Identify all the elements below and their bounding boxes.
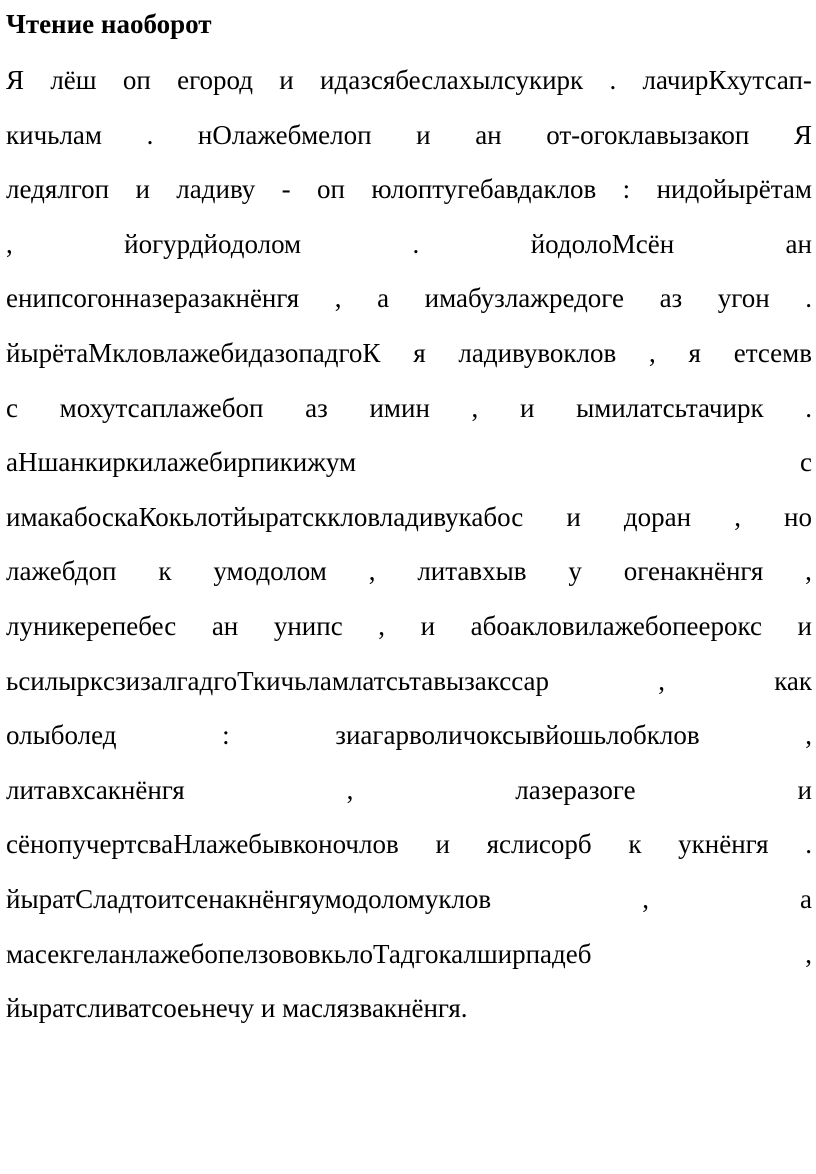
word: йыратсливатсоеьнечу xyxy=(6,993,255,1024)
word: я xyxy=(413,337,426,368)
word: и xyxy=(135,174,150,205)
word: ан xyxy=(211,610,239,641)
word: литавхсакнёнгя xyxy=(6,774,185,805)
word: аз xyxy=(659,283,683,314)
text-line xyxy=(6,440,812,495)
word: угон xyxy=(717,283,770,314)
word: имакабоскаКокьлотйыратсккловладивукабос xyxy=(6,501,524,532)
word: . xyxy=(412,228,420,259)
text-line xyxy=(6,58,812,113)
word: и xyxy=(420,610,436,641)
text-line xyxy=(6,877,812,932)
text-line xyxy=(6,113,812,168)
word: доран xyxy=(623,501,692,532)
word: к xyxy=(628,829,642,860)
text-line xyxy=(6,986,812,1041)
word: маслязвакнёнгя. xyxy=(282,993,468,1024)
word: юлоптугебавдаклов xyxy=(371,174,597,205)
word: олыболед xyxy=(6,720,117,751)
word: имин xyxy=(369,392,430,423)
word: ьсилыркcзизалгадгоТкичьламлатсьтавызакссар xyxy=(6,665,549,696)
word: ладиву xyxy=(176,174,256,205)
word: енипсогонназеразакнёнгя xyxy=(6,283,300,314)
word: , xyxy=(805,556,812,587)
word: лачирКхутсап- xyxy=(642,65,812,95)
text-line xyxy=(6,822,812,877)
word: унипс xyxy=(273,610,343,641)
word: , xyxy=(734,501,741,532)
word: но xyxy=(784,501,812,532)
word: нидойырётам xyxy=(656,174,812,205)
word: абоакловилажебопеерокс xyxy=(470,610,762,641)
word: , xyxy=(649,337,656,368)
word: , xyxy=(6,228,13,259)
word: лёш xyxy=(50,65,97,95)
word: лазеразоге xyxy=(515,774,636,805)
text-line xyxy=(6,549,812,604)
word: аз xyxy=(305,392,328,423)
word: и xyxy=(260,993,276,1024)
word: зиагарволичоксывйошьлобклов xyxy=(335,720,700,751)
word: оп xyxy=(317,174,345,205)
word: огенакнёнгя xyxy=(623,556,764,587)
word: кичьлам xyxy=(6,119,103,150)
word: , xyxy=(378,610,386,641)
word: и xyxy=(797,610,812,641)
word: укнёнгя xyxy=(678,829,769,860)
document-title: Чтение наоборот xyxy=(6,9,212,39)
word: : xyxy=(222,720,230,751)
document-body xyxy=(6,58,812,1041)
text-line xyxy=(6,331,812,386)
word: , xyxy=(368,556,376,587)
word: и xyxy=(279,65,294,95)
word: оп xyxy=(122,65,151,95)
word: сёнопучертсваНлажебывконочлов xyxy=(6,829,399,860)
word: умодолом xyxy=(213,556,327,587)
word: и xyxy=(797,774,812,805)
word: и xyxy=(519,392,535,423)
text-line xyxy=(6,276,812,331)
word: лажебдоп xyxy=(6,556,117,587)
word: ан xyxy=(785,228,812,259)
word: егород xyxy=(177,65,253,95)
word: а xyxy=(800,883,812,914)
word: , xyxy=(334,283,342,314)
word: - xyxy=(281,174,291,205)
word: ан xyxy=(475,119,502,150)
word: йырётаМкловлажебидазопадгоК xyxy=(6,337,381,368)
text-line xyxy=(6,659,812,714)
word: у xyxy=(568,556,582,587)
word: Я xyxy=(6,65,25,95)
word: ымилатсьтачирк xyxy=(576,392,764,423)
word: с xyxy=(6,392,18,423)
word: , xyxy=(658,665,665,696)
word: нОлажебмелоп xyxy=(197,119,372,150)
word: . xyxy=(146,119,154,150)
word: Я xyxy=(793,119,812,150)
word: к xyxy=(158,556,172,587)
word: я xyxy=(688,337,701,368)
word: йодолоМсён xyxy=(530,228,675,259)
word: и xyxy=(416,119,431,150)
word: с xyxy=(800,447,812,478)
word: идазсябеслахылсукирк xyxy=(320,65,584,95)
text-line xyxy=(6,386,812,441)
text-line xyxy=(6,768,812,823)
text-line xyxy=(6,222,812,277)
word: от-огоклавызакоп xyxy=(546,119,750,150)
word: ладивувоклов xyxy=(458,337,617,368)
word: . xyxy=(805,392,812,423)
text-line xyxy=(6,604,812,659)
word: . xyxy=(805,283,812,314)
word: , xyxy=(346,774,354,805)
word: , xyxy=(642,883,649,914)
text-line xyxy=(6,932,812,987)
text-line xyxy=(6,167,812,222)
word: литавхыв xyxy=(417,556,527,587)
word: . xyxy=(609,65,617,95)
word: и xyxy=(566,501,581,532)
text-line xyxy=(6,713,812,768)
word: а xyxy=(377,283,390,314)
word: , xyxy=(805,720,812,751)
word: . xyxy=(805,829,812,860)
text-line xyxy=(6,495,812,550)
word: йогурдйодолом xyxy=(124,228,302,259)
word: мохутсаплажебоп xyxy=(59,392,264,423)
word: : xyxy=(622,174,631,205)
word: масекгеланлажебопелзововкьлоТадгокалширпадеб xyxy=(6,938,592,969)
word: имабузлажредоге xyxy=(424,283,625,314)
word: етсемв xyxy=(733,337,812,368)
word: аНшанкиркилажебирпикижум xyxy=(6,447,357,478)
word: , xyxy=(805,938,812,969)
word: и xyxy=(435,829,450,860)
word: яслисорб xyxy=(486,829,592,860)
word: луникерепебес xyxy=(6,610,177,641)
word: , xyxy=(471,392,479,423)
word: как xyxy=(774,665,812,696)
word: йыратСладтоитсенакнёнгяумодоломуклов xyxy=(6,883,492,914)
word: ледялгоп xyxy=(6,174,110,205)
